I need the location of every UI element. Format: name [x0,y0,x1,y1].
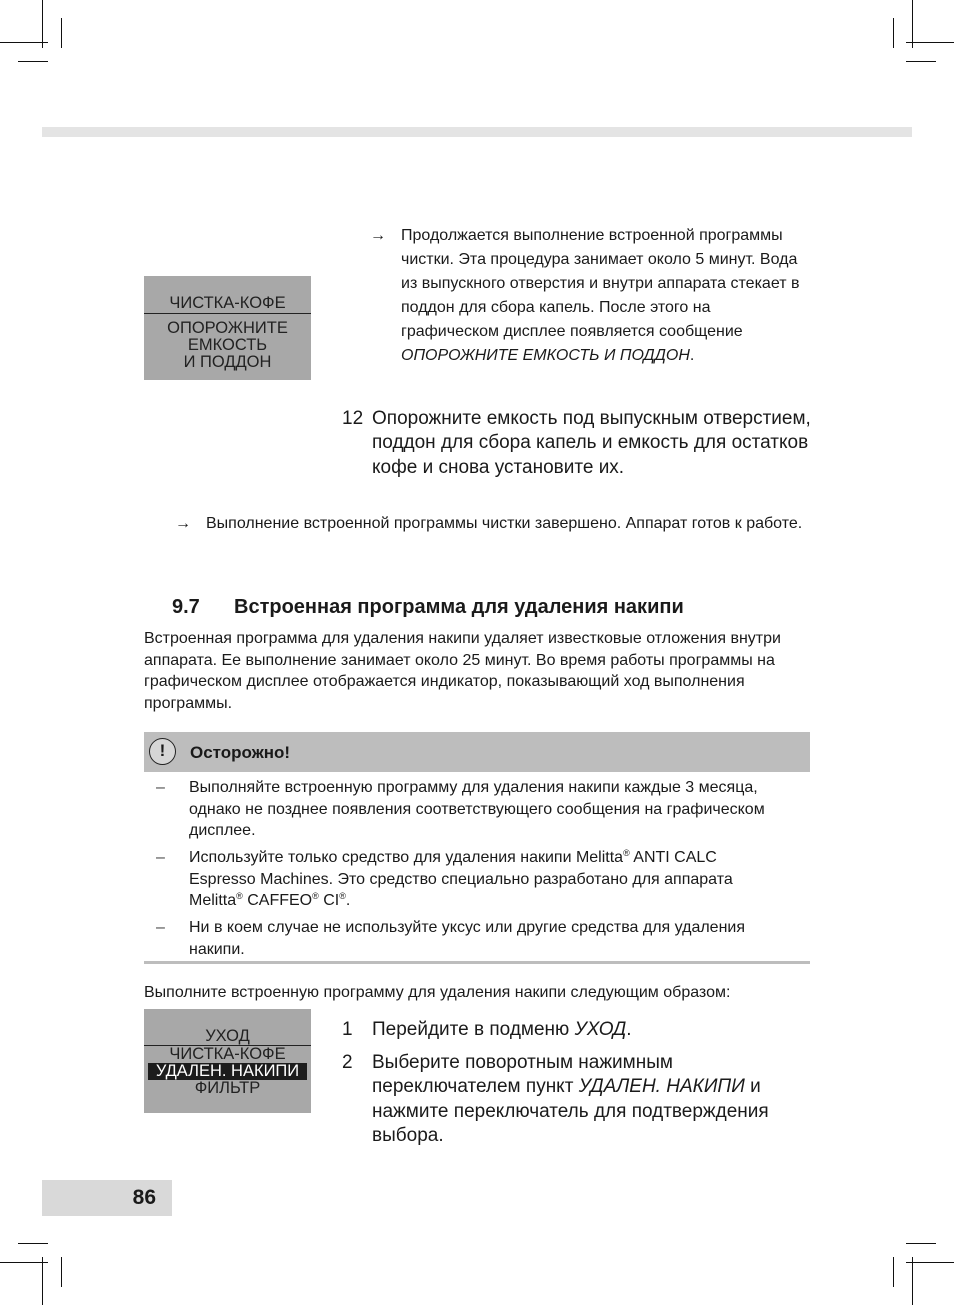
section-number: 9.7 [172,596,200,618]
section-intro: Встроенная программа для удаления накипи удаляет известковые отложения внутри аппарата. Ее выполнение занимает около 25 минут. Во время работы программы на графическом дисплее отображается индикатор, показывающий ход выполнения программы. [144,630,781,712]
warning-item: Выполняйте встроенную программу для удаления накипи каждые 3 месяца, однако не позднее появления соответствующего сообщения на графическом дисплее. [189,779,765,839]
header-band [42,127,912,137]
step-text: Выберите поворотным нажимным переключателем пункт УДАЛЕН. НАКИПИ и нажмите переключатель для подтверждения выбора. [372,1052,769,1146]
display-line: ЧИСТКА-КОФЕ [169,294,286,312]
step-number: 2 [342,1052,353,1073]
crop-mark [906,1243,936,1244]
crop-mark [61,1257,62,1287]
list-bullet: – [156,849,165,866]
crop-mark [893,18,894,48]
warning-title: Осторожно! [190,743,291,762]
display-line: ЕМКОСТЬ [187,336,268,354]
display-line: ОПОРОЖНИТЕ [167,319,288,337]
crop-mark [61,18,62,48]
step-number: 12 [342,408,364,429]
display-line: И ПОДДОН [183,353,272,371]
page-number-box [42,1180,172,1216]
section-heading [172,594,684,620]
warning-header [144,732,810,772]
step-number: 1 [342,1019,353,1040]
warning-bottom-rule [144,961,810,964]
crop-mark [893,1257,894,1287]
step-text: Перейдите в подменю УХОД. [372,1019,632,1040]
menu-name: УДАЛЕН. НАКИПИ [578,1076,745,1098]
crop-mark [912,0,913,48]
step-text: Опорожните емкость под выпускным отверстием, поддон для сбора капель и емкость для остатков кофе и снова установите их. [372,408,811,478]
crop-mark [912,1257,913,1305]
result-text: Продолжается выполнение встроенной программы чистки. Эта процедура занимает около 5 минут. Вода из выпускного отверстия и внутри аппарата стекает в поддон для сбора капель. После этого на графическом дисплее появляется сообщение ОПОРОЖНИТЕ ЕМКОСТЬ И ПОДДОН. [401,227,800,364]
crop-mark [42,0,43,48]
crop-mark [906,42,954,43]
crop-mark [0,1262,48,1263]
crop-mark [18,61,48,62]
display-cleaning [144,276,311,380]
crop-mark [906,1262,954,1263]
display-line: ФИЛЬТР [194,1079,261,1097]
procedure-intro: Выполните встроенную программу для удаления накипи следующим образом: [144,984,731,1001]
result-text: Выполнение встроенной программы чистки завершено. Аппарат готов к работе. [206,515,803,532]
menu-name: УХОД [574,1019,627,1040]
crop-mark [42,1257,43,1305]
display-care-menu [144,1009,311,1113]
warning-item: Используйте только средство для удаления накипи Melitta® ANTI CALC Espresso Machines. Это средство специально разработано для аппарата Melitta® CAFFEO® CI®. [189,848,733,909]
display-line: ЧИСТКА-КОФЕ [169,1045,286,1063]
arrow-icon: → [175,515,191,532]
crop-mark [906,61,936,62]
section-title: Встроенная программа для удаления накипи [234,596,684,618]
display-line: УХОД [205,1027,250,1045]
warning-item: Ни в коем случае не используйте уксус или другие средства для удаления накипи. [189,919,746,958]
crop-mark [0,42,48,43]
arrow-icon: → [370,227,386,244]
display-message: ОПОРОЖНИТЕ ЕМКОСТЬ И ПОДДОН [401,347,690,364]
warning-icon: ! [149,738,176,765]
list-bullet: – [156,919,165,936]
crop-mark [18,1243,48,1244]
list-bullet: – [156,779,165,796]
page-number: 86 [132,1186,156,1209]
display-selected-line: УДАЛЕН. НАКИПИ [148,1063,307,1080]
